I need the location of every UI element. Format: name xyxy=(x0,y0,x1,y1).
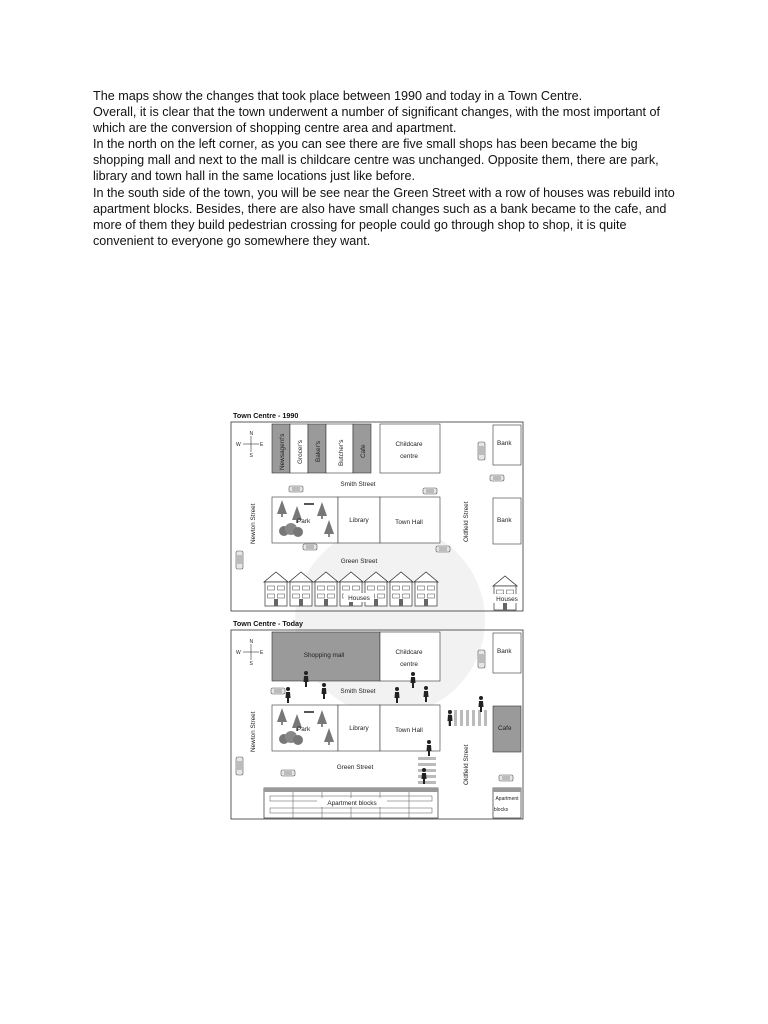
svg-text:N: N xyxy=(249,431,254,437)
svg-text:S: S xyxy=(249,661,253,667)
apartment-blocks-corner xyxy=(493,788,521,818)
essay-paragraph-3: In the north on the left corner, as you can see there are five small shops has been became the big shopping mall and next to the mall is childcare centre was unchanged. Opposite them, there are park, library and town hall in the same locations just like before. xyxy=(93,137,659,184)
shop-label-butchers: Butcher's xyxy=(338,439,345,466)
apartment-blocks-label: Apartment blocks xyxy=(327,800,377,807)
library-label-today: Library xyxy=(349,725,369,732)
childcare-label-1990-line1: Childcare xyxy=(395,441,423,448)
bank-today-label: Bank xyxy=(497,648,512,655)
bank-east-label: Bank xyxy=(497,517,512,524)
essay-paragraph-2: Overall, it is clear that the town underwent a number of significant changes, with the most important of which are the conversion of shopping centre area and apartment. xyxy=(93,105,661,136)
town-hall-label-today: Town Hall xyxy=(395,727,423,734)
childcare-label-today-line1: Childcare xyxy=(395,649,423,656)
compass-today xyxy=(236,639,264,667)
childcare-label-today-line2: centre xyxy=(400,661,418,668)
maps-svg xyxy=(200,400,550,830)
smith-street-label-today: Smith Street xyxy=(340,688,376,695)
svg-text:E: E xyxy=(260,442,264,448)
bank-north-label: Bank xyxy=(497,440,512,447)
town-centre-maps-figure xyxy=(200,400,550,830)
svg-text:E: E xyxy=(260,650,264,656)
compass-1990 xyxy=(236,431,264,459)
houses-corner-label-1990: Houses xyxy=(496,596,518,603)
essay-text xyxy=(93,88,685,249)
apartment-corner-label-line1: Apartment xyxy=(495,796,519,802)
library-label-1990: Library xyxy=(349,517,369,524)
childcare-centre-today xyxy=(380,632,440,681)
shop-label-bakers: Baker's xyxy=(315,440,322,462)
newton-street-label-1990: Newton Street xyxy=(250,503,257,544)
svg-text:S: S xyxy=(249,453,253,459)
green-street-label-1990: Green Street xyxy=(340,558,378,565)
shop-label-cafe: Cafe xyxy=(360,444,367,458)
svg-text:W: W xyxy=(236,442,241,448)
essay-paragraph-4: In the south side of the town, you will be see near the Green Street with a row of houses was rebuild into apartment blocks. Besides, there are also have small changes such as a bank became to the cafe, and more of them they build pedestrian crossing for people could go through shop to shop, it is quite convenient to everyone go somewhere they want. xyxy=(93,185,675,248)
childcare-centre-1990 xyxy=(380,424,440,473)
smith-street-label-1990: Smith Street xyxy=(340,481,376,488)
map-today-title: Town Centre - Today xyxy=(233,619,304,628)
newton-street-label-today: Newton Street xyxy=(250,711,257,752)
park-label-1990: Park xyxy=(297,518,311,525)
pedestrian-crossing-oldfield xyxy=(446,710,488,726)
shops-row-1990 xyxy=(272,424,371,473)
svg-text:N: N xyxy=(249,639,254,645)
houses-corner-1990 xyxy=(492,576,522,610)
town-hall-label-1990: Town Hall xyxy=(395,519,423,526)
essay-paragraph-1: The maps show the changes that took place between 1990 and today in a Town Centre. xyxy=(93,89,583,103)
cafe-today-label: Cafe xyxy=(498,725,512,732)
green-street-label-today: Green Street xyxy=(336,764,374,771)
houses-row-label-1990: Houses xyxy=(348,595,370,602)
map-1990-title: Town Centre - 1990 xyxy=(233,411,299,420)
pedestrian-crossing-green xyxy=(418,756,436,786)
childcare-label-1990-line2: centre xyxy=(400,453,418,460)
shop-label-grocers: Grocer's xyxy=(297,440,304,464)
apartment-corner-label-line2: blocks xyxy=(493,807,509,813)
svg-text:W: W xyxy=(236,650,241,656)
oldfield-street-label-1990: Oldfield Street xyxy=(463,501,470,542)
park-label-today: Park xyxy=(297,726,311,733)
shop-label-newsagents: Newsagent's xyxy=(279,433,286,470)
oldfield-street-label-today: Oldfield Street xyxy=(463,744,470,785)
apartment-blocks-row xyxy=(264,788,438,818)
shopping-mall-label: Shopping mall xyxy=(303,652,345,659)
